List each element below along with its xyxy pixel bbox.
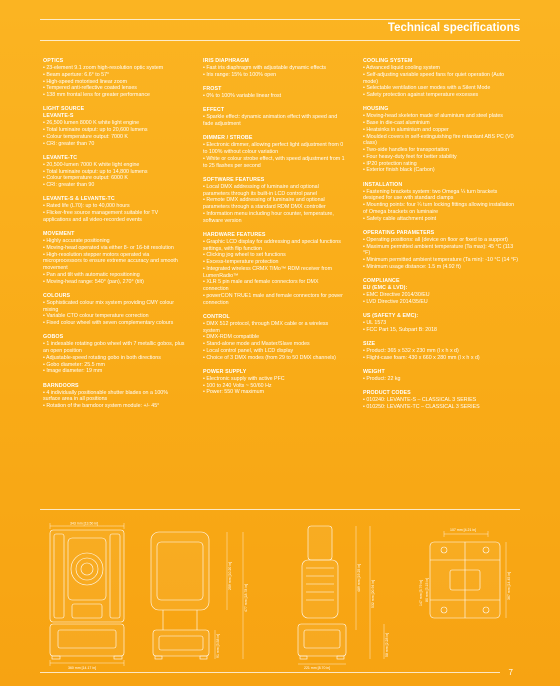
spec-item: • Stand-alone mode and Master/Slave modes [203, 341, 310, 347]
spec-item: • Maximum permitted ambient temperature (Ta max): 45 °C (113 °F) [363, 243, 514, 257]
height-dimension-6: 58 mm [2.28 in] [385, 632, 389, 657]
spec-item: • Flight-case foam: 430 x 660 x 280 mm (l x h x d) [363, 354, 480, 361]
height-dimension-1: 259 mm [10.20 in] [228, 561, 232, 590]
spec-item: • Highly accurate positioning [43, 238, 110, 244]
section-title: HOUSING [363, 106, 389, 113]
section-title: COLOURS [43, 292, 71, 299]
spec-item: • Moving-head range: 540° (pan), 270° (tilt) [43, 278, 144, 285]
spec-section [43, 334, 186, 375]
front-view-drawing [40, 520, 144, 670]
bracket-width-dimension: 107 mm [4.21 in] [450, 528, 477, 532]
section-title: OPTICS [43, 58, 64, 64]
bracket-dimension-c: 367 mm [14.45 in] [507, 571, 511, 600]
spec-item: • Moulded covers in self-extinguishing fire retardant ABS PC (V0 class) [363, 133, 514, 147]
section-title: FROST [203, 86, 222, 92]
spec-item: • Minimum permitted ambient temperature (Ta min): -10 °C (14 °F) [363, 257, 519, 263]
spec-item: • Heatsinks in aluminium and copper [363, 126, 449, 133]
spec-item: • High-resolution stepper motors operated via microprocessors to ensure extreme accuracy and smooth movement [43, 251, 178, 271]
spec-item: • Clicking jog wheel to set functions [203, 252, 286, 259]
section-title: COOLING SYSTEM [363, 58, 413, 64]
spec-item: • XLR 5 pin male and female connectors for DMX connection [203, 279, 319, 292]
spec-section [363, 390, 520, 411]
section-title: DIMMER / STROBE [203, 135, 253, 142]
spec-item: • UL 1573 [363, 320, 387, 326]
section-title: LEVANTE-S & LEVANTE-TC [43, 196, 115, 203]
spec-item: • Selectable ventilation user modes with a Silent Mode [363, 85, 491, 92]
spec-item: • Operating positions: all (device on floor or fixed to a support) [363, 236, 508, 243]
spec-item: • Excess-temperature protection [203, 259, 279, 265]
spec-section [363, 278, 520, 306]
spec-item: • LVD Directive 2014/35/EU [363, 298, 428, 305]
section-title: HARDWARE FEATURES [203, 231, 266, 238]
height-dimension-2: 477 mm [18.78 in] [244, 583, 248, 612]
spec-item: • Electronic supply with active PFC [203, 375, 285, 382]
spec-item: • EMC Directive 2014/30/EU [363, 292, 430, 298]
spec-section [203, 107, 345, 128]
spec-section [363, 369, 520, 383]
spec-section [203, 135, 345, 169]
spec-item: • Graphic LCD display for addressing and special functions settings, with flip function [203, 238, 341, 252]
spec-item: • Safety protection against temperature excesses [363, 92, 479, 98]
section-title: IRIS DIAPHRAGM [203, 58, 249, 64]
spec-item: • Safety cable attachment point [363, 215, 437, 222]
spec-item: • White or colour strobe effect, with speed adjustment from 1 to 25 flashes per second [203, 155, 345, 169]
spec-item: • Product: 365 x 532 x 230 mm (l x h x d) [363, 348, 459, 354]
spec-item: • Beam aperture: 6.6° to 57° [43, 71, 110, 78]
height-dimension-5: 532 mm [20.94 in] [371, 579, 375, 608]
spec-item: • Exterior finish black (Carbon) [363, 167, 435, 174]
spec-item: • 138 mm frontal lens for greater performance [43, 92, 150, 98]
section-title: MOVEMENT [43, 231, 75, 237]
mounting-view-drawing [410, 520, 520, 670]
spec-section [203, 232, 345, 307]
spec-item: • 100 to 240 Volts ~ 50/60 Hz [203, 382, 272, 389]
spec-item: • FCC Part 15, Subpart B: 2018 [363, 326, 437, 333]
spec-item: • Sparkle effect: dynamic animation effect with speed and fade adjustment [203, 114, 338, 127]
spec-item: • Choice of 3 DMX modes (from 29 to 50 DMX channels) [203, 354, 336, 361]
section-title: CONTROL [203, 313, 230, 320]
spec-item: • Image diameter: 19 mm [43, 368, 103, 375]
spec-item: • 1 indexable rotating gobo wheel with 7 metallic gobos, plus an open position [43, 341, 185, 354]
spec-item: • Advanced liquid cooling system [363, 65, 440, 71]
spec-item: • Electronic dimmer, allowing perfect light adjustment from 0 to 100% without colour variation [203, 142, 344, 155]
spec-item: • Two-side handles for transportation [363, 147, 449, 153]
spec-item: • Power: 550 W maximum [203, 389, 265, 396]
spec-item: • Integrated wireless CRMX TiMo™ RDM receiver from LumenRadio™ [203, 265, 333, 279]
spec-item: • 23-element 9.1 zoom high-resolution optic system [43, 65, 164, 71]
spec-section [43, 196, 186, 223]
spec-section [363, 230, 520, 271]
spec-item: • Four heavy-duty feet for better stability [363, 153, 457, 160]
spec-item: • Minimum usage distance: 1.5 m (4.92 ft) [363, 263, 461, 270]
bracket-dimension-b: 80 mm [3.15 in] [425, 577, 429, 602]
spec-item: • DMX-RDM compatible [203, 334, 260, 341]
spec-item: • Variable CTO colour temperature correction [43, 313, 149, 320]
spec-section [363, 106, 520, 174]
spec-column-middle [203, 58, 345, 404]
section-title: SOFTWARE FEATURES [203, 176, 265, 183]
title-divider [40, 40, 520, 41]
spec-section [43, 383, 186, 410]
spec-section [43, 155, 186, 189]
spec-section [43, 106, 186, 147]
spec-item: • Iris range: 15% to 100% open [203, 71, 277, 78]
spec-section [203, 58, 345, 79]
spec-item: • 26,500 lumen 8000 K white light engine [43, 120, 140, 127]
spec-item: • Mounting points: four ¼ turn locking fittings allowing installation of Omega brackets on luminaire [363, 202, 515, 215]
section-title: EFFECT [203, 107, 225, 114]
spec-item: • Moving-head skeleton made of aluminium and steel plates [363, 113, 503, 120]
spec-item: • Total luminaire output: up to 20,600 lumens [43, 127, 148, 133]
spec-item: • High-speed motorised linear zoom [43, 78, 127, 85]
spec-section [43, 58, 186, 99]
spec-item: • Local DMX addressing of luminaire and optional parameters through its built-in LCD control panel [203, 183, 319, 197]
spec-section [363, 182, 520, 223]
spec-item: • Product: 22 kg [363, 376, 401, 382]
section-title: INSTALLATION [363, 181, 403, 188]
bracket-dimension-a: 147 mm [5.79 in] [419, 579, 423, 606]
section-title: BARNDOORS [43, 382, 79, 389]
spec-item: • Colour temperature output: 6000 K [43, 175, 128, 182]
spec-item: • 010250: LEVANTE-TC – CLASSICAL 3 SERIES [363, 404, 480, 410]
spec-item: • Flicker-free source management suitable for TV applications and all video-recorded events [43, 210, 159, 223]
spec-item: • Fastening brackets system: two Omega ¼ turn brackets designed for use with standard clamps [363, 188, 498, 202]
spec-column-left [43, 58, 186, 417]
profile-view-drawing [290, 520, 410, 670]
section-title: OPERATING PARAMETERS [363, 229, 435, 236]
spec-item: • Tempered anti-reflective coated lenses [43, 85, 137, 92]
section-title: LIGHT SOURCE [43, 106, 85, 113]
spec-item: • Local control panel, with LCD display [203, 347, 294, 354]
width-top-dimension: 343 mm [13.50 in] [70, 521, 99, 526]
spec-section [43, 293, 186, 327]
page-number: 7 [508, 668, 513, 677]
spec-item: • Rotation of the barndoor system module: +/- 45° [43, 403, 160, 409]
spec-item: • Colour temperature output: 7000 K [43, 133, 128, 140]
section-title: SIZE [363, 341, 376, 347]
spec-item: • Self-adjusting variable speed fans for quiet operation (Auto mode) [363, 71, 505, 85]
spec-item: • Moving-head operated via either 8- or 16-bit resolution [43, 244, 174, 251]
spec-item: • Fast iris diaphragm with adjustable dynamic effects [203, 65, 327, 71]
spec-item: • CRI: greater than 70 [43, 140, 95, 147]
section-title: US (SAFETY & EMC): [363, 313, 419, 319]
depth-dimension: 221 mm [8.70 in] [304, 666, 331, 670]
spec-item: • powerCON TRUE1 male and female connectors for power connection [203, 292, 343, 306]
spec-item: • Adjustable-speed rotating gobo in both directions [43, 354, 161, 361]
spec-section [203, 369, 345, 396]
spec-item: • Pan and tilt with automatic repositioning [43, 271, 140, 278]
footer-divider [40, 672, 500, 673]
height-dimension-3: 91 mm [3.58 in] [216, 633, 220, 658]
top-divider [40, 19, 520, 20]
section-title: LEVANTE-TC [43, 154, 78, 161]
spec-item: • CRI: greater than 90 [43, 182, 95, 188]
spec-section [363, 58, 520, 99]
spec-item: • Sophisticated colour mix system providing CMY colour mixing [43, 299, 174, 313]
section-title: LEVANTE-S [43, 113, 74, 120]
section-title: POWER SUPPLY [203, 368, 247, 375]
height-dimension-4: 489 mm [19.25 in] [357, 563, 361, 592]
spec-section [203, 177, 345, 225]
section-title: PRODUCT CODES [363, 390, 411, 397]
spec-item: • 0% to 100% variable linear frost [203, 93, 282, 99]
spec-item: • Fixed colour wheel with seven complementary colours [43, 320, 174, 326]
spec-section [363, 341, 520, 362]
spec-item: • Remote DMX addressing of luminaire and optional parameters through a standard RDM DMX controller [203, 197, 326, 210]
spec-item: • Rated life (L70): up to 40,000 hours [43, 203, 130, 210]
section-title: WEIGHT [363, 369, 385, 375]
section-title: COMPLIANCE [363, 278, 400, 284]
section-title: GOBOS [43, 334, 64, 341]
spec-column-right [363, 58, 520, 418]
spec-section [363, 313, 520, 334]
spec-item: • 010240: LEVANTE-S – CLASSICAL 3 SERIES [363, 397, 477, 404]
spec-item: • DMX 512 protocol, through DMX cable or a wireless system [203, 320, 329, 334]
side-view-drawing [143, 520, 293, 670]
spec-section [43, 231, 186, 285]
page-title: Technical specifications [387, 22, 520, 34]
spec-section [203, 314, 345, 362]
drawings-divider [40, 509, 520, 510]
width-bottom-dimension: 360 mm [14.17 in] [68, 666, 97, 670]
spec-item: • Information menu including hour counter, temperature, software version [203, 210, 334, 224]
spec-item: • Base in die-cast aluminium [363, 120, 430, 126]
spec-item: • 4 individually positionable shutter blades on a 100% surface area in all positions [43, 389, 168, 403]
spec-item: • 20,500-lumen 7000 K white light engine [43, 161, 140, 168]
section-title: EU (EMC & LVD): [363, 285, 408, 291]
spec-item: • Total luminaire output: up to 14,800 lumens [43, 168, 148, 175]
spec-item: • Gobo diameter: 25.5 mm [43, 361, 105, 368]
spec-item: • IP20 protection rating [363, 160, 417, 167]
spec-section [203, 86, 345, 100]
